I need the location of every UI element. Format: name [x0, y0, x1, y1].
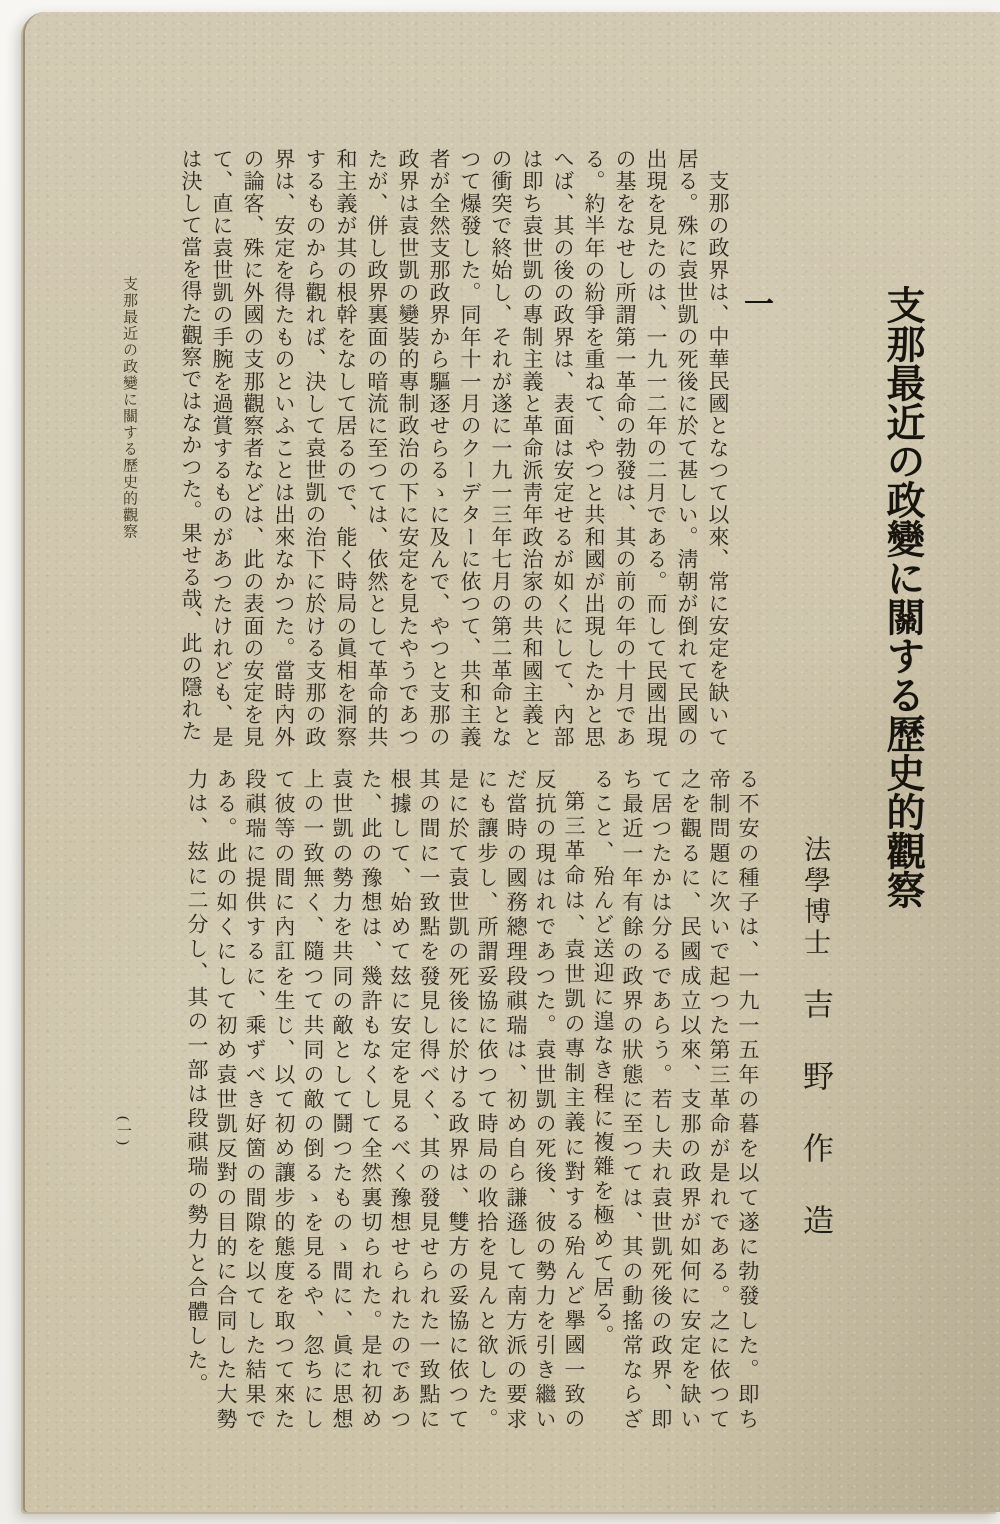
paragraph-1-start: 支那の政界は、中華民國となつて以來、常に安定を缺いて居る。殊に袁世凱の死後に於て甚しい。淸朝が倒れて民國の出現を見たのは、一九一二年の二月である。而して民國出現の基をなせし所謂第一革命の勃發は、其の前の年の十月である。約半年の紛爭を重ねて、やつと共和國が出現したかと思へば、其の後の政界は、表面は安定せるが如くにして、內部は即ち袁世凱の專制主義と革命派靑年政治家の共和國主義との衝突で終始し、それが遂に一九一三年七月の第二革命となつて爆發した。同年十一月のクーデターに依つて、共和主義者が全然支那政界から驅逐せらるゝに及んで、やつと支那の政界は袁世凱の變裝的專制政治の下に安定を見たやうであつたが、併し政界裏面の暗流に至つては、依然として革命的共和主義が其の根幹をなして居るので、能く時局の眞相を洞察するものから觀れば、決して袁世凱の治下に於ける支那の政界は、安定を得たものといふことは出來なかつた。當時內外の論客、殊に外國の支那觀察者などは、此の表面の安定を見て、直に袁世凱の手腕を過賞するものがあつたけれども、是は決して當を得た觀察ではなかつた。果せる哉、此の隱れた	[179, 148, 730, 749]
page-number: (一)	[115, 1116, 131, 1147]
author-degree: 法學博士	[800, 835, 830, 959]
paragraph-1-continuation: る不安の種子は、一九一五年の暮を以て遂に勃發した。即ち帝制問題に次いで起つた第三革命が是れである。之に依つて之を觀るに、民國成立以來、支那の政界が如何に安定を缺いて居つたかは分るであらう。若し夫れ袁世凱死後の政界、即ち最近一年有餘の政界の狀態に至つては、其の動搖常ならざること、殆んど送迎に遑なき程に複雜を極めて居る。	[591, 768, 760, 1432]
author-byline	[793, 835, 838, 1295]
article-title: 支那最近の政變に關する歷史的觀察	[881, 285, 924, 909]
section-number: 一	[739, 288, 772, 318]
page-scan	[25, 12, 1000, 1512]
paragraph-2: 第三革命は、袁世凱の專制主義に對する殆んど擧國一致の反抗の現はれであつた。袁世凱の死後、彼の勢力を引き繼いだ當時の國務總理段祺瑞は、初め自ら謙遜して南方派の要求にも讓步し、所謂妥協に依つて時局の收拾を見んと欲した。是に於て袁世凱の死後に於ける政界は、雙方の妥協に依つて其の間に一致點を發見し得べく、其の發見せられた一致點に根據して、始めて玆に安定を見るべく豫想せられたのであつた、此の豫想は、幾許もなくして全然裏切られた。是れ初め袁世凱の勢力を共同の敵として鬪つたものゝ間に、眞に思想上の一致無く、隨つて共同の敵の倒るゝを見るや、忽ちにして彼等の間に內訌を生じ、以て初め讓步的態度を取つて來た段祺瑞に提供するに、乘ずべき好箇の間隙を以てした結果である。此の如くにして初め袁世凱反對の目的に合同した大勢力は、玆に二分し、其の一部は段祺瑞の勢力と合體した。	[185, 768, 586, 1432]
running-title: 支那最近の政變に關する歷史的觀察	[121, 276, 137, 540]
body-text-lower-tier	[162, 768, 762, 1432]
body-text-upper-tier	[158, 148, 733, 748]
author-name: 吉野作造	[798, 987, 833, 1276]
